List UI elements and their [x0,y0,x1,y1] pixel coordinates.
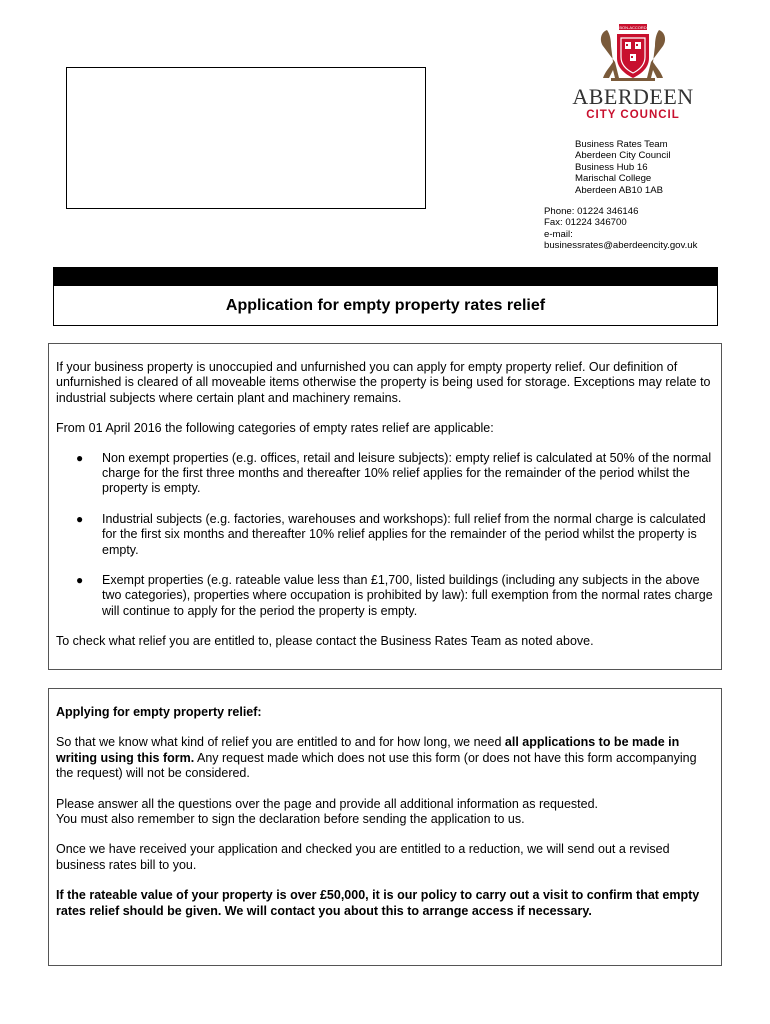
email-address[interactable]: businessrates@aberdeencity.gov.uk [544,240,698,252]
relief-categories-list [56,451,713,620]
coat-of-arms-icon [597,22,669,84]
fax-number: Fax: 01224 346700 [544,217,627,229]
aberdeen-city-council-logo [566,22,700,126]
contact-line: Business Hub 16 [575,161,648,173]
contact-address [575,139,670,196]
logo-sub: CITY COUNCIL [586,109,680,121]
list-item-text: Exempt properties (e.g. rateable value less than £1,700, listed buildings (including any subjects in the above two categories), properties where occupation is prohibited by law): full exemption from the normal rates charge will continue to apply for the period the property is empty. [102,573,713,618]
contact-advice: To check what relief you are entitled to, please contact the Business Rates Team as noted above. [56,634,594,649]
intro-section [48,343,722,670]
categories-intro: From 01 April 2016 the following categories of empty rates relief are applicable: [56,421,494,436]
answer-questions: Please answer all the questions over the page and provide all additional information as requested. [56,796,599,811]
list-item [56,512,713,558]
list-item-text: Non exempt properties (e.g. offices, retail and leisure subjects): empty relief is calculated at 50% of the normal charge for the first three months and thereafter 10% relief applies for the remainder of the period whilst the property is empty. [102,450,712,496]
contact-line: Aberdeen AB10 1AB [575,184,664,196]
contact-line: Aberdeen City Council [575,150,671,162]
title-bar [53,267,718,326]
contact-numbers [544,206,697,252]
bullet-icon: ● [76,573,84,588]
writing-requirement [56,735,713,781]
bullet-icon: ● [76,511,84,526]
revised-bill: Once we have received your application and checked you are entitled to a reduction, we will send out a revised business rates bill to you. [56,842,670,872]
writing-text-c: Any request made which does not use this form (or does not have this form accompanying the request) will not be considered. [56,750,697,781]
applying-section [48,688,722,966]
contact-line: Marischal College [575,173,652,185]
intro-paragraph: If your business property is unoccupied and unfurnished you can apply for empty property relief. Our definition of unfurnished is cleared of all moveable items otherwise the property is being used for storage. Exceptions may relate to industrial subjects where certain plant and machinery remains. [56,360,711,405]
logo-banner-text: BON-ACCORD [619,25,647,30]
page-title: Application for empty property rates relief [225,296,546,314]
address-window-box [66,67,426,209]
applying-heading: Applying for empty property relief: [56,705,262,719]
visit-policy: If the rateable value of your property is over £50,000, it is our policy to carry out a visit to confirm that empty rates relief should be given. We will contact you about this to arrange access if necessary. [56,888,700,918]
bullet-icon: ● [76,450,84,465]
logo-name: ABERDEEN [572,84,694,109]
list-item-text: Industrial subjects (e.g. factories, warehouses and workshops): full relief from the normal charge is calculated for the first six months and thereafter 10% relief applies for the remainder of the period whilst the property is empty. [102,511,706,557]
title-panel [54,286,717,325]
email-label: e-mail: [544,228,573,240]
writing-text-a: So that we know what kind of relief you are entitled to and for how long, we need [56,735,505,750]
writing-text-bold: all applications to be made in writing using this form. [56,735,680,765]
list-item [56,451,713,497]
contact-line: Business Rates Team [575,139,668,150]
list-item [56,573,713,619]
sign-declaration: You must also remember to sign the declaration before sending the application to us. [56,812,525,827]
phone-number: Phone: 01224 346146 [544,206,639,217]
